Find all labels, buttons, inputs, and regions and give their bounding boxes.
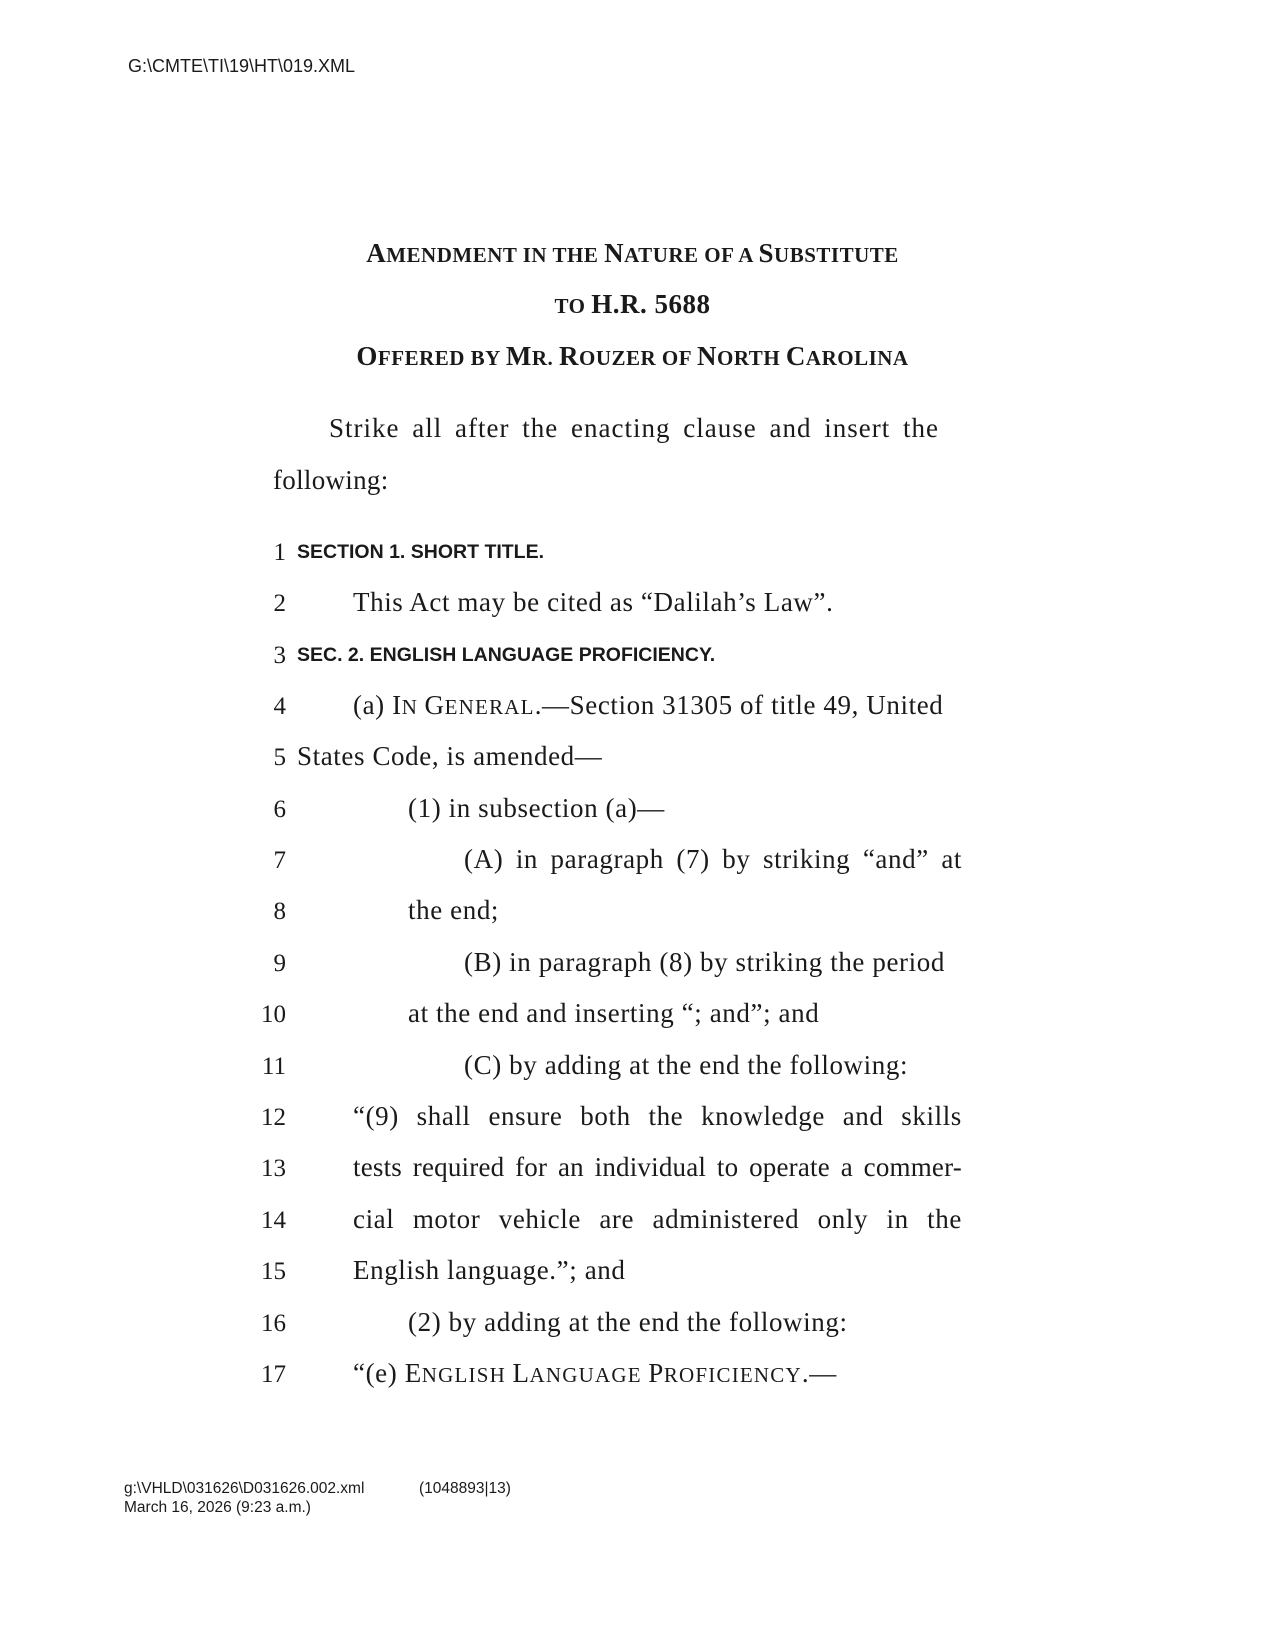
line-number: 16: [261, 1310, 286, 1337]
line-text: (C) by adding at the end the following:: [464, 1050, 909, 1080]
line-text: tests required for an individual to operate a commer-: [353, 1152, 962, 1182]
line-number: 2: [273, 590, 286, 617]
line-text: (1) in subsection (a)—: [408, 793, 665, 823]
line-text: “(e) ENGLISH LANGUAGE PROFICIENCY.—: [353, 1358, 837, 1388]
line-number: 14: [261, 1207, 286, 1234]
line-number: 3: [273, 642, 286, 669]
line-text: States Code, is amended—: [297, 741, 603, 771]
footer-datetime: March 16, 2026 (9:23 a.m.): [124, 1499, 311, 1516]
line-number: 8: [273, 898, 286, 925]
title-line-1: AMENDMENT IN THE NATURE OF A SUBSTITUTE: [366, 238, 899, 268]
line-text: English language.”; and: [353, 1255, 626, 1285]
section-2-heading: SEC. 2. ENGLISH LANGUAGE PROFICIENCY.: [297, 644, 716, 666]
line-text: (a) IN GENERAL.—Section 31305 of title 49, United: [353, 690, 944, 720]
line-number: 17: [261, 1361, 286, 1388]
line-number: 15: [261, 1258, 286, 1285]
line-number: 10: [261, 1001, 286, 1028]
line-text: the end;: [408, 895, 500, 925]
line-text: “(9) shall ensure both the knowledge and skills: [353, 1101, 962, 1131]
line-number: 6: [273, 796, 286, 823]
line-text: (2) by adding at the end the following:: [408, 1307, 848, 1337]
title-line-2: TO H.R. 5688: [554, 289, 711, 319]
line-number: 11: [261, 1053, 286, 1080]
file-path-header: G:\CMTE\TI\19\HT\019.XML: [128, 56, 356, 76]
line-text: (A) in paragraph (7) by striking “and” at: [464, 844, 962, 874]
intro-line-1: Strike all after the enacting clause and insert the: [329, 413, 939, 443]
line-text: cial motor vehicle are administered only in the: [353, 1204, 962, 1234]
section-1-heading: SECTION 1. SHORT TITLE.: [297, 541, 545, 563]
line-number: 12: [261, 1104, 286, 1131]
line-number: 13: [261, 1155, 286, 1182]
intro-line-2: following:: [273, 465, 389, 495]
line-text: at the end and inserting “; and”; and: [408, 998, 820, 1028]
line-text: (B) in paragraph (8) by striking the period: [464, 947, 945, 977]
footer-file-path: g:\VHLD\031626\D031626.002.xml: [124, 1480, 365, 1497]
footer-code: (1048893|13): [419, 1480, 511, 1497]
line-number: 7: [273, 847, 286, 874]
line-number: 1: [273, 539, 286, 566]
footer-file-info: [124, 1479, 364, 1517]
title-line-3: OFFERED BY MR. ROUZER OF NORTH CAROLINA: [356, 341, 909, 371]
line-number: 5: [273, 744, 286, 771]
line-number: 9: [273, 950, 286, 977]
line-number: 4: [273, 693, 286, 720]
line-text: This Act may be cited as “Dalilah’s Law”.: [353, 587, 834, 617]
